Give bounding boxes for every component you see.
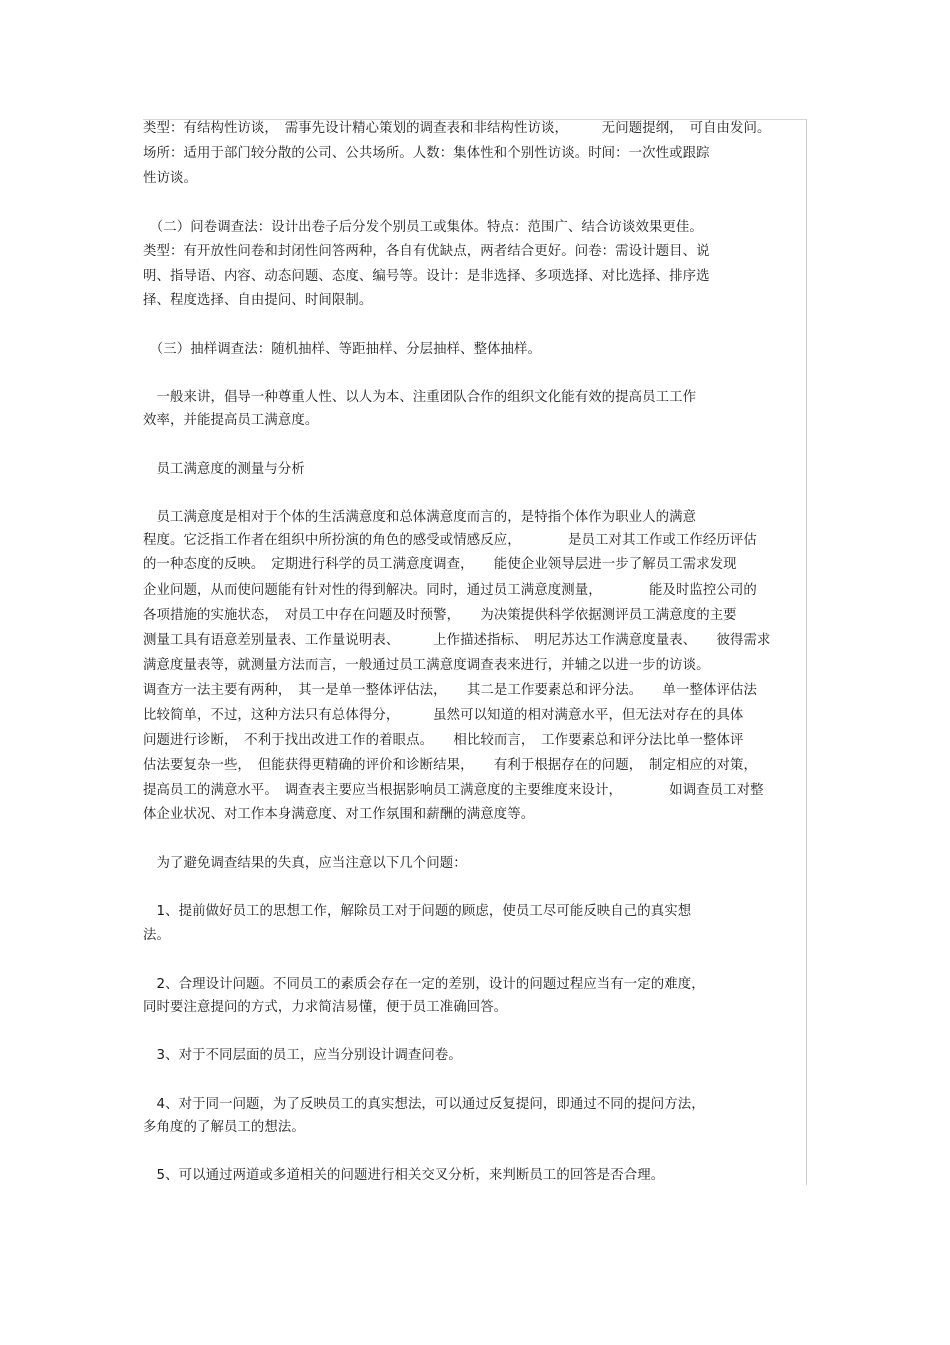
text-line: 各项措施的实施状态， 对员工中存在问题及时预警， 为决策提供科学依据测评员工满意度的主要 — [143, 608, 737, 623]
page-frame-right-border — [806, 119, 807, 1185]
text-line: 提高员工的满意水平。 调查表主要应当根据影响员工满意度的主要维度来设计， 如调查员工对整 — [143, 783, 764, 798]
text-line: 性访谈。 — [143, 171, 197, 186]
text-line: 满意度量表等，就测量方法而言，一般通过员工满意度调查表来进行，并辅之以进一步的访谈。 — [143, 658, 710, 673]
text-line: 估法要复杂一些， 但能获得更精确的评价和诊断结果， 有利于根据存在的问题， 制定相应的对策， — [143, 758, 757, 773]
text-line: 的一种态度的反映。 定期进行科学的员工满意度调查， 能使企业领导层进一步了解员工需求发现 — [143, 557, 737, 572]
text-line: 一般来讲，倡导一种尊重人性、以人为本、注重团队合作的组织文化能有效的提高员工工作 — [143, 390, 697, 405]
text-line: 问题进行诊断， 不利于找出改进工作的着眼点。 相比较而言， 工作要素总和评分法比单一整体评 — [143, 733, 744, 748]
list-item: 5、可以通过两道或多道相关的问题进行相关交叉分析，来判断员工的回答是否合理。 — [143, 1168, 665, 1183]
text-line: 测量工具有语意差别量表、工作量说明表、 上作描述指标、 明尼苏达工作满意度量表、 彼得需求 — [143, 633, 771, 648]
page-frame-top-border — [143, 119, 807, 120]
section-heading: （三）抽样调查法：随机抽样、等距抽样、分层抽样、整体抽样。 — [143, 342, 542, 357]
text-line: 企业问题，从而使问题能有针对性的得到解决。同时，通过员工满意度测量， 能及时监控公司的 — [143, 583, 757, 598]
list-item: 2、合理设计问题。不同员工的素质会存在一定的差别，设计的问题过程应当有一定的难度， — [143, 977, 705, 992]
text-line: 类型：有开放性问卷和封闭性问答两种，各自有优缺点，两者结合更好。问卷：需设计题目、说 — [143, 244, 710, 259]
text-line: 类型：有结构性访谈， 需事先设计精心策划的调查表和非结构性访谈， 无问题提纲， 可自由发问。 — [143, 121, 771, 136]
text-line: 程度。它泛指工作者在组织中所扮演的角色的感受或情感反应， 是员工对其工作或工作经历评估 — [143, 533, 757, 548]
text-line: 为了避免调查结果的失真，应当注意以下几个问题： — [143, 856, 467, 871]
text-line: 效率，并能提高员工满意度。 — [143, 413, 319, 428]
text-line: 调查方一法主要有两种， 其一是单一整体评估法， 其二是工作要素总和评分法。 单一整体评估法 — [143, 683, 757, 698]
list-item-continuation: 法。 — [143, 928, 170, 943]
text-line: 择、程度选择、自由提问、时间限制。 — [143, 293, 373, 308]
list-item-continuation: 同时要注意提问的方式，力求简洁易懂，便于员工准确回答。 — [143, 1000, 508, 1015]
list-item: 4、对于同一问题，为了反映员工的真实想法，可以通过反复提问，即通过不同的提问方法， — [143, 1097, 705, 1112]
list-item-continuation: 多角度的了解员工的想法。 — [143, 1120, 305, 1135]
list-item: 1、提前做好员工的思想工作，解除员工对于问题的顾虑，使员工尽可能反映自己的真实想 — [143, 904, 692, 919]
text-line: 场所：适用于部门较分散的公司、公共场所。人数：集体性和个别性访谈。时间：一次性或跟踪 — [143, 146, 710, 161]
text-line: 明、指导语、内容、动态问题、态度、编号等。设计：是非选择、多项选择、对比选择、排序选 — [143, 269, 710, 284]
section-heading: （二）问卷调查法：设计出卷子后分发个别员工或集体。特点：范围广、结合访谈效果更佳。 — [143, 220, 703, 235]
text-line: 员工满意度是相对于个体的生活满意度和总体满意度而言的，是特指个体作为职业人的满意 — [143, 510, 697, 525]
text-line: 比较简单，不过，这种方法只有总体得分， 虽然可以知道的相对满意水平，但无法对存在的具体 — [143, 708, 744, 723]
section-heading: 员工满意度的测量与分析 — [143, 462, 305, 477]
list-item: 3、对于不同层面的员工，应当分别设计调查问卷。 — [143, 1048, 462, 1063]
text-line: 体企业状况、对工作本身满意度、对工作氛围和薪酬的满意度等。 — [143, 807, 535, 822]
